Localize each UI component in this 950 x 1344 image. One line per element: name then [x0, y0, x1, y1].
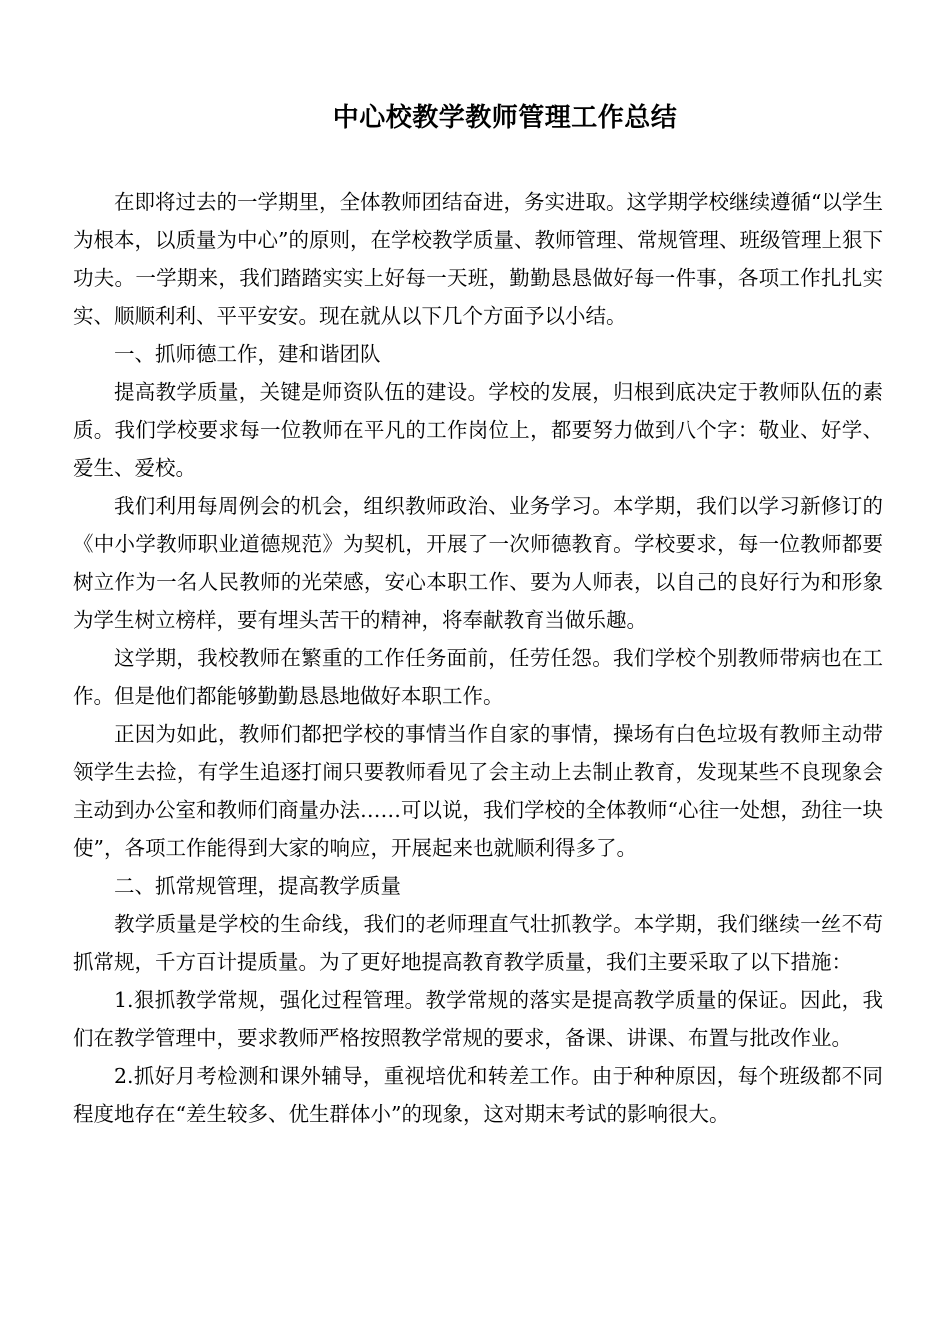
document-title: 中心校教学教师管理工作总结 [332, 103, 678, 133]
section-heading-2: 二、抓常规管理，提高教学质量 [114, 874, 401, 898]
paragraph: 这学期，我校教师在繁重的工作任务面前，任劳任怨。我们学校个别教师带病也在工作。但是他们都能够勤勤恳恳地做好本职工作。 [73, 646, 883, 708]
paragraph: 教学质量是学校的生命线，我们的老师理直气壮抓教学。本学期，我们继续一丝不苟抓常规，千方百计提质量。为了更好地提高教育教学质量，我们主要采取了以下措施： [73, 912, 883, 974]
section-heading-1: 一、抓师德工作，建和谐团队 [114, 342, 381, 366]
paragraph-intro: 在即将过去的一学期里，全体教师团结奋进，务实进取。这学期学校继续遵循“以学生为根本，以质量为中心”的原则，在学校教学质量、教师管理、常规管理、班级管理上狠下功夫。一学期来，我们踏踏实实上好每一天班，勤勤恳恳做好每一件事，各项工作扎扎实实、顺顺利利、平平安安。现在就从以下几个方面予以小结。 [73, 190, 883, 328]
paragraph: 提高教学质量，关键是师资队伍的建设。学校的发展，归根到底决定于教师队伍的素质。我们学校要求每一位教师在平凡的工作岗位上，都要努力做到八个字：敬业、好学、爱生、爱校。 [73, 380, 883, 480]
list-item-2: 2.抓好月考检测和课外辅导，重视培优和转差工作。由于种种原因，每个班级都不同程度地存在“差生较多、优生群体小”的现象，这对期末考试的影响很大。 [73, 1064, 883, 1126]
list-item-1: 1.狠抓教学常规，强化过程管理。教学常规的落实是提高教学质量的保证。因此，我们在教学管理中，要求教师严格按照教学常规的要求，备课、讲课、布置与批改作业。 [73, 988, 883, 1050]
paragraph: 正因为如此，教师们都把学校的事情当作自家的事情，操场有白色垃圾有教师主动带领学生去捡，有学生追逐打闹只要教师看见了会主动上去制止教育，发现某些不良现象会主动到办公室和教师们商量办法……可以说，我们学校的全体教师“心往一处想，劲往一块使”，各项工作能得到大家的响应，开展起来也就顺利得多了。 [73, 722, 883, 860]
document-body [73, 183, 883, 1133]
paragraph: 我们利用每周例会的机会，组织教师政治、业务学习。本学期，我们以学习新修订的《中小学教师职业道德规范》为契机，开展了一次师德教育。学校要求，每一位教师都要树立作为一名人民教师的光荣感，安心本职工作、要为人师表，以自己的良好行为和形象为学生树立榜样，要有埋头苦干的精神，将奉献教育当做乐趣。 [73, 494, 883, 632]
